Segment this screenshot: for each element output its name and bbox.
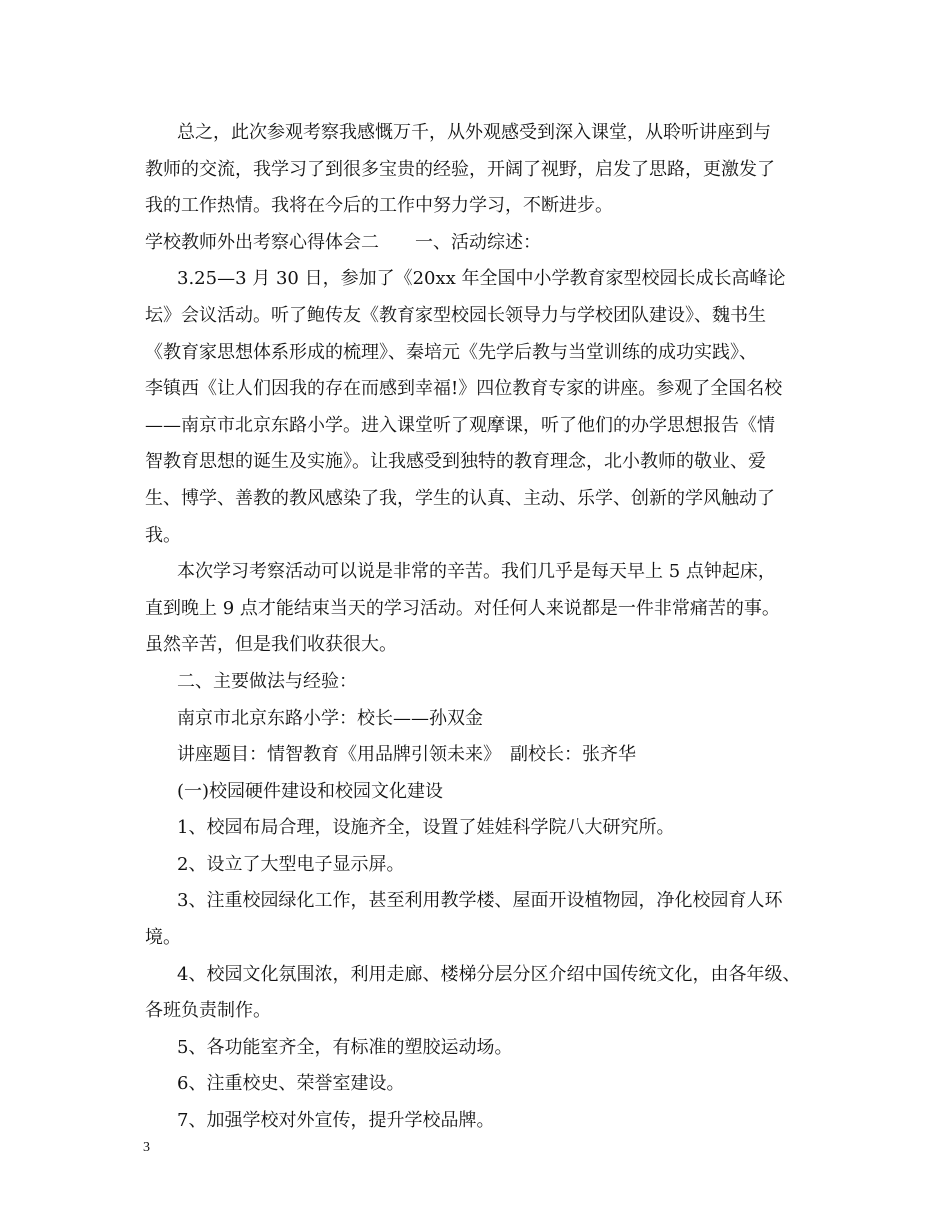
- text-line: 学校教师外出考察心得体会二 一、活动综述：: [145, 231, 541, 253]
- text-line: 教师的交流，我学习了到很多宝贵的经验，开阔了视野，启发了思路，更激发了: [145, 158, 775, 180]
- text-line: 南京市北京东路小学：校长——孙双金: [177, 707, 483, 729]
- text-line: 3.25—3 月 30 日，参加了《20xx 年全国中小学教育家型校园长成长高峰论: [177, 268, 786, 290]
- text-line: 讲座题目：情智教育《用品牌引领未来》 副校长：张齐华: [177, 744, 636, 766]
- text-line: 智教育思想的诞生及实施》。让我感受到独特的教育理念，北小教师的敬业、爱: [145, 451, 766, 473]
- text-line: 《教育家思想体系形成的梳理》、秦培元《先学后教与当堂训练的成功实践》、: [145, 341, 757, 363]
- text-line: 二、主要做法与经验：: [177, 670, 357, 692]
- text-line: 生、博学、善教的教风感染了我，学生的认真、主动、乐学、创新的学风触动了: [145, 487, 775, 509]
- text-line: ——南京市北京东路小学。进入课堂听了观摩课，听了他们的办学思想报告《情: [145, 414, 775, 436]
- text-line: (一)校园硬件建设和校园文化建设: [177, 780, 444, 802]
- text-line: 坛》会议活动。听了鲍传友《教育家型校园长领导力与学校团队建设》、魏书生: [145, 304, 766, 326]
- page-number: 3: [143, 1140, 150, 1155]
- text-line: 6、注重校史、荣誉室建设。: [177, 1073, 405, 1095]
- text-line: 直到晚上 9 点才能结束当天的学习活动。对任何人来说都是一件非常痛苦的事。: [145, 597, 780, 619]
- text-line: 5、各功能室齐全，有标准的塑胶运动场。: [177, 1036, 513, 1058]
- text-line: 我的工作热情。我将在今后的工作中努力学习，不断进步。: [145, 195, 613, 217]
- text-line: 各班负责制作。: [145, 1000, 271, 1022]
- document-body: [145, 115, 815, 1140]
- text-line: 虽然辛苦，但是我们收获很大。: [145, 634, 397, 656]
- text-line: 我。: [145, 524, 181, 546]
- text-line: 1、校园布局合理，设施齐全，设置了娃娃科学院八大研究所。: [177, 817, 675, 839]
- text-line: 李镇西《让人们因我的存在而感到幸福!》四位教育专家的讲座。参观了全国名校: [145, 378, 783, 400]
- text-line: 7、加强学校对外宣传，提升学校品牌。: [177, 1110, 495, 1132]
- text-line: 本次学习考察活动可以说是非常的辛苦。我们几乎是每天早上 5 点钟起床，: [177, 561, 776, 583]
- text-line: 总之，此次参观考察我感慨万千，从外观感受到深入课堂，从聆听讲座到与: [177, 122, 771, 143]
- text-line: 境。: [145, 927, 181, 949]
- text-line: 4、校园文化氛围浓，利用走廊、楼梯分层分区介绍中国传统文化，由各年级、: [177, 963, 801, 985]
- text-line: 2、设立了大型电子显示屏。: [177, 853, 405, 875]
- text-line: 3、注重校园绿化工作，甚至利用教学楼、屋面开设植物园，净化校园育人环: [177, 890, 783, 912]
